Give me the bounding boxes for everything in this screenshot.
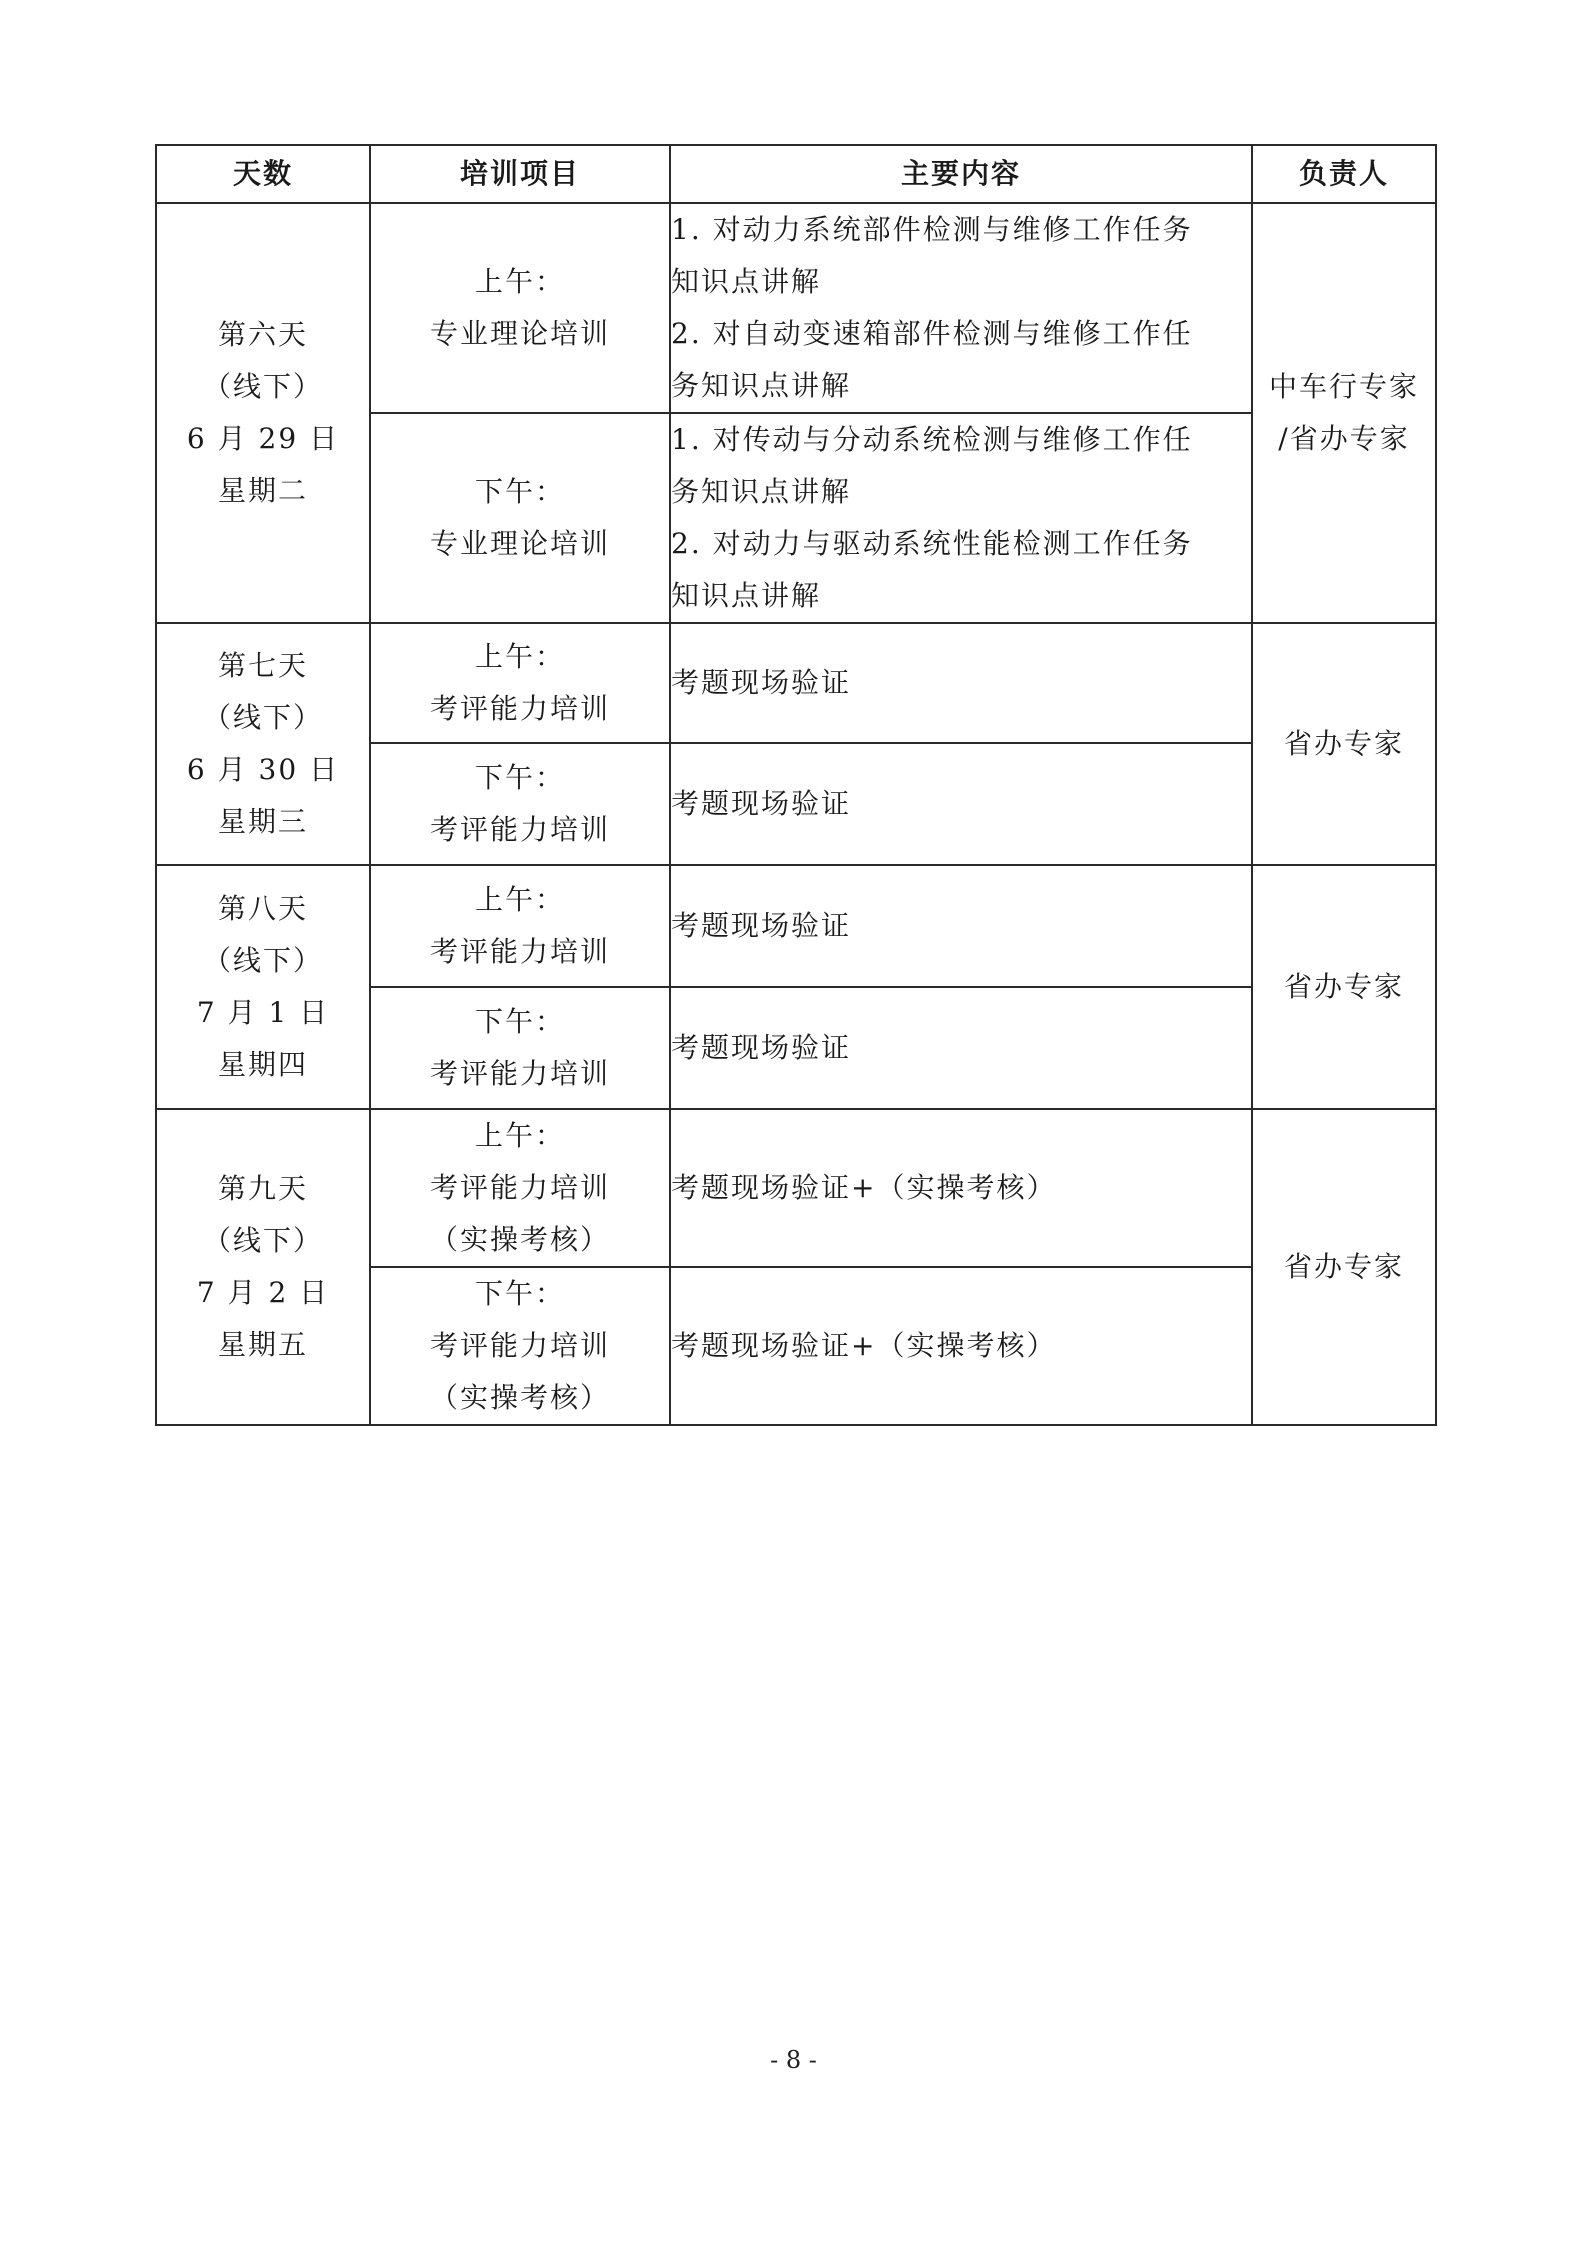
day-date: 6 月 30 日 (186, 753, 340, 786)
session-item-note: （实操考核） (429, 1381, 610, 1414)
content-cell (670, 743, 1252, 865)
session-item-note: （实操考核） (429, 1223, 610, 1256)
content-line: 2. 对动力与驱动系统性能检测工作任务 (671, 527, 1193, 560)
session-item: 考评能力培训 (429, 1329, 610, 1362)
day-date: 6 月 29 日 (186, 422, 340, 455)
content-line: 考题现场验证 (671, 1031, 852, 1064)
day-cell-6 (156, 203, 370, 623)
day-cell-7 (156, 623, 370, 865)
content-line: 务知识点讲解 (671, 475, 852, 508)
content-cell (670, 623, 1252, 743)
content-line: 考题现场验证 (671, 666, 852, 699)
session-period: 下午： (474, 475, 565, 508)
day-label: 第九天 (217, 1172, 308, 1205)
item-cell (370, 413, 670, 623)
item-cell (370, 987, 670, 1109)
page-number: - 8 - (770, 2046, 817, 2074)
day-date: 7 月 1 日 (196, 996, 330, 1029)
session-item: 考评能力培训 (429, 935, 610, 968)
content-line: 1. 对动力系统部件检测与维修工作任务 (671, 213, 1193, 246)
content-line: 知识点讲解 (671, 265, 822, 298)
table-row (156, 865, 1436, 987)
session-period: 下午： (474, 1005, 565, 1038)
content-line: 知识点讲解 (671, 579, 822, 612)
content-cell (670, 865, 1252, 987)
owner-cell (1252, 865, 1436, 1109)
table-row (156, 1109, 1436, 1267)
content-cell (670, 1267, 1252, 1425)
day-mode: （线下） (202, 944, 323, 977)
table-row (156, 203, 1436, 413)
session-period: 上午： (474, 883, 565, 916)
content-line: 1. 对传动与分动系统检测与维修工作任 (671, 423, 1193, 456)
table-header-row (156, 145, 1436, 203)
session-period: 下午： (474, 761, 565, 794)
day-label: 第六天 (217, 318, 308, 351)
header-training-item: 培训项目 (370, 145, 670, 203)
day-mode: （线下） (202, 370, 323, 403)
header-day: 天数 (156, 145, 370, 203)
header-main-content: 主要内容 (670, 145, 1252, 203)
owner-line: 中车行专家 (1268, 370, 1419, 403)
day-mode: （线下） (202, 701, 323, 734)
owner-cell (1252, 623, 1436, 865)
owner-line: 省办专家 (1283, 1250, 1404, 1283)
day-cell-8 (156, 865, 370, 1109)
session-period: 下午： (474, 1277, 565, 1310)
content-line: 考题现场验证+（实操考核） (671, 1171, 1057, 1204)
content-cell (670, 203, 1252, 413)
owner-line: /省办专家 (1278, 422, 1410, 455)
content-line: 考题现场验证 (671, 787, 852, 820)
content-line: 考题现场验证+（实操考核） (671, 1329, 1057, 1362)
item-cell (370, 1267, 670, 1425)
item-cell (370, 743, 670, 865)
item-cell (370, 203, 670, 413)
content-line: 2. 对自动变速箱部件检测与维修工作任 (671, 317, 1193, 350)
session-item: 考评能力培训 (429, 813, 610, 846)
day-cell-9 (156, 1109, 370, 1425)
day-date: 7 月 2 日 (196, 1276, 330, 1309)
session-item: 专业理论培训 (429, 317, 610, 350)
session-item: 专业理论培训 (429, 527, 610, 560)
content-cell (670, 987, 1252, 1109)
content-line: 务知识点讲解 (671, 369, 852, 402)
session-item: 考评能力培训 (429, 1057, 610, 1090)
owner-line: 省办专家 (1283, 727, 1404, 760)
day-mode: （线下） (202, 1224, 323, 1257)
content-cell (670, 413, 1252, 623)
session-item: 考评能力培训 (429, 1171, 610, 1204)
content-line: 考题现场验证 (671, 909, 852, 942)
session-period: 上午： (474, 265, 565, 298)
owner-line: 省办专家 (1283, 970, 1404, 1003)
day-weekday: 星期二 (217, 474, 308, 507)
training-schedule-table (155, 144, 1437, 1426)
session-period: 上午： (474, 640, 565, 673)
day-weekday: 星期四 (217, 1048, 308, 1081)
content-cell (670, 1109, 1252, 1267)
day-label: 第七天 (217, 649, 308, 682)
owner-cell (1252, 1109, 1436, 1425)
day-weekday: 星期三 (217, 805, 308, 838)
item-cell (370, 1109, 670, 1267)
header-owner: 负责人 (1252, 145, 1436, 203)
session-period: 上午： (474, 1119, 565, 1152)
item-cell (370, 623, 670, 743)
table-row (156, 623, 1436, 743)
owner-cell (1252, 203, 1436, 623)
session-item: 考评能力培训 (429, 692, 610, 725)
day-label: 第八天 (217, 892, 308, 925)
day-weekday: 星期五 (217, 1328, 308, 1361)
item-cell (370, 865, 670, 987)
